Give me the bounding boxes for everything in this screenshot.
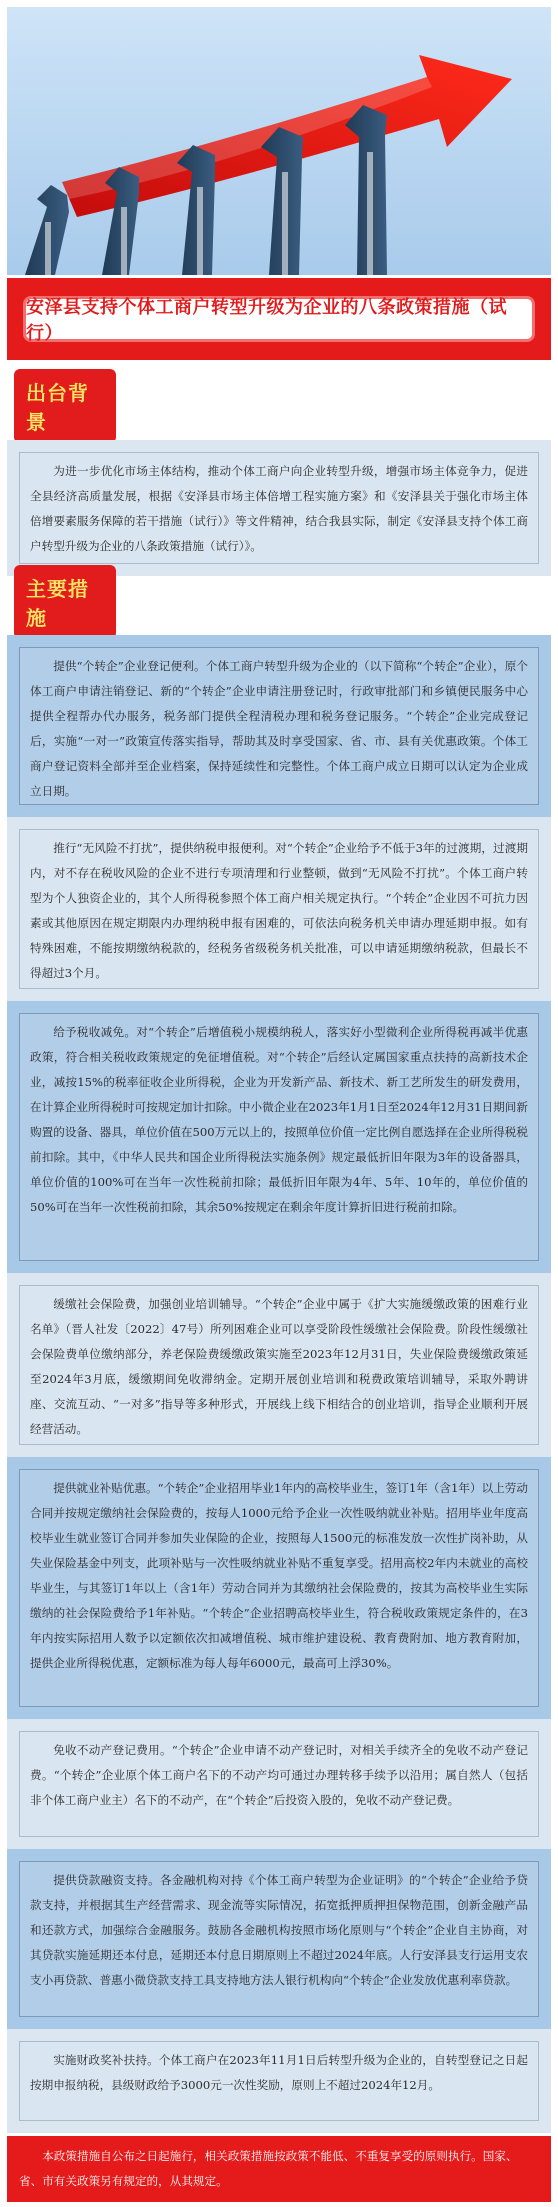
measure-3-text: 给予税收减免。对“个转企”后增值税小规模纳税人，落实好小型微利企业所得税再减半优惠政策，符合相关税收政策规定的免征增值税。对“个转企”后经认定属国家重点扶持的高新技术企业，减按15%的税率征收企业所得税，企业为开发新产品、新技术、新工艺所发生的研发费用，在计算企业所得税时可按规定加计扣除。中小微企业在2023年1月1日至2024年12月31日期间新购置的设备、器具，单位价值在500万元以上的，按照单位价值一定比例自愿选择在企业所得税税前扣除。其中，《中华人民共和国企业所得税法实施条例》规定最低折旧年限为3年的设备器具，单位价值的100%可在当年一次性税前扣除；最低折旧年限为4年、5年、10年的，单位价值的50%可在当年一次性税前扣除，其余50%按规定在剩余年度计算折旧进行税前扣除。 xyxy=(30,1025,528,1214)
measure-box-7-inner xyxy=(19,1861,539,2017)
title-pill xyxy=(23,296,535,342)
measure-box-7 xyxy=(7,1849,551,2029)
measure-box-6-inner xyxy=(19,1731,539,1837)
measure-2-text: 推行“无风险不打扰”，提供纳税申报便利。对“个转企”企业给予不低于3年的过渡期，过渡期内，对不存在税收风险的企业不进行专项清理和行业整顿，做到“无风险不打扰”。个体工商户转型为个人独资企业的，其个人所得税参照个体工商户相关规定执行。“个转企”企业因不可抗力因素或其他原因在规定期限内办理纳税申报有困难的，可依法向税务机关申请办理延期申报。如有特殊困难，不能按期缴纳税款的，经税务省级税务机关批准，可以申请延期缴纳税款，但最长不得超过3个月。 xyxy=(30,841,528,980)
measure-box-8-inner xyxy=(19,2041,539,2121)
measure-1-text: 提供“个转企”企业登记便利。个体工商户转型升级为企业的（以下简称“个转企”企业），原个体工商户申请注销登记、新的“个转企”企业申请注册登记时，行政审批部门和乡镇便民服务中心提供全程帮办代办服务，税务部门提供全程清税办理和税务登记服务。“个转企”企业完成登记后，实施“一对一”政策宣传落实指导，帮助其及时享受国家、省、市、县有关优惠政策。个体工商户登记资料全部并至企业档案，保持延续性和完整性。个体工商户成立日期可以认定为企业成立日期。 xyxy=(30,659,528,798)
measure-box-8 xyxy=(7,2029,551,2133)
hero-banner xyxy=(7,7,551,275)
measure-box-2 xyxy=(7,817,551,1001)
measure-box-6 xyxy=(7,1719,551,1849)
background-box xyxy=(7,440,551,576)
background-text: 为进一步优化市场主体结构，推动个体工商户向企业转型升级，增强市场主体竞争力，促进全县经济高质量发展，根据《安泽县市场主体倍增工程实施方案》和《安泽县关于强化市场主体倍增要素服务保障的若干措施（试行）》等文件精神，结合我县实际，制定《安泽县支持个体工商户转型升级为企业的八条政策措施（试行）》。 xyxy=(30,464,528,553)
measure-box-3 xyxy=(7,1001,551,1273)
measure-box-1-inner xyxy=(19,647,539,805)
measure-6-text: 免收不动产登记费用。“个转企”企业申请不动产登记时，对相关手续齐全的免收不动产登记费。“个转企”企业原个体工商户名下的不动产均可通过办理转移手续予以沿用；属自然人（包括非个体工商户业主）名下的不动产，在“个转企”后投资入股的，免收不动产登记费。 xyxy=(30,1743,528,1807)
measure-5-text: 提供就业补贴优惠。“个转企”企业招用毕业1年内的高校毕业生，签订1年（含1年）以上劳动合同并按规定缴纳社会保险费的，按每人1000元给予企业一次性吸纳就业补贴。招用毕业年度高校毕业生就业签订合同并参加失业保险的企业，按照每人1500元的标准发放一次性扩岗补助，从失业保险基金中列支，此项补贴与一次性吸纳就业补贴不重复享受。招用高校2年内未就业的高校毕业生，与其签订1年以上（含1年）劳动合同并为其缴纳社会保险费的，按其为高校毕业生实际缴纳的社会保险费给予1年补贴。“个转企”企业招聘高校毕业生，符合税收政策规定条件的，在3年内按实际招用人数予以定额依次扣减增值税、城市维护建设税、教育费附加、地方教育附加，提供企业所得税优惠，定额标准为每人每年6000元，最高可上浮30%。 xyxy=(30,1481,528,1670)
section-label-background xyxy=(14,380,116,432)
measure-box-4-inner xyxy=(19,1285,539,1445)
measure-4-text: 缓缴社会保险费，加强创业培训辅导。“个转企”企业中属于《扩大实施缓缴政策的困难行业名单》（晋人社发〔2022〕47号）所列困难企业可以享受阶段性缓缴社会保险费。阶段性缓缴社会保险费单位缴纳部分，养老保险费缓缴政策实施至2023年12月31日，失业保险费缓缴政策延至2024年3月底，缓缴期间免收滞纳金。定期开展创业培训和税费政策培训辅导，采取外聘讲座、交流互动、“一对多”指导等多种形式，开展线上线下相结合的创业培训，指导企业顺利开展经营活动。 xyxy=(30,1297,528,1436)
section-label-measures-text: 主要措施 xyxy=(14,565,116,639)
growth-arrow-illustration xyxy=(7,7,551,275)
section-label-background-text: 出台背景 xyxy=(14,369,116,443)
measure-7-text: 提供贷款融资支持。各金融机构对持《个体工商户转型为企业证明》的“个转企”企业给予贷款支持，并根据其生产经营需求、现金流等实际情况，拓宽抵押质押担保物范围，创新金融产品和还款方式，加强综合金融服务。鼓励各金融机构按照市场化原则与“个转企”企业自主协商，对其贷款实施延期还本付息，延期还本付息日期原则上不超过2024年底。人行安泽县支行运用支农支小再贷款、普惠小微贷款支持工具支持地方法人银行机构向“个转企”企业发放优惠利率贷款。 xyxy=(30,1873,528,1987)
background-box-inner xyxy=(19,452,539,564)
measure-box-1 xyxy=(7,635,551,817)
footer-text: 本政策措施自公布之日起施行，相关政策措施按政策不能低、不重复享受的原则执行。国家、省、市有关政策另有规定的，从其规定。 xyxy=(19,2149,518,2188)
page-title: 安泽县支持个体工商户转型升级为企业的八条政策措施（试行） xyxy=(26,297,507,344)
title-banner xyxy=(7,278,551,360)
measure-box-4 xyxy=(7,1273,551,1457)
measure-box-3-inner xyxy=(19,1013,539,1261)
measure-8-text: 实施财政奖补扶持。个体工商户在2023年11月1日后转型升级为企业的，自转型登记之日起按期申报纳税，县级财政给予3000元一次性奖励，原则上不超过2024年12月。 xyxy=(30,2053,528,2092)
measure-box-5 xyxy=(7,1457,551,1719)
measure-box-5-inner xyxy=(19,1469,539,1707)
footer-banner xyxy=(7,2136,551,2202)
measure-box-2-inner xyxy=(19,829,539,989)
section-label-measures xyxy=(14,576,116,628)
